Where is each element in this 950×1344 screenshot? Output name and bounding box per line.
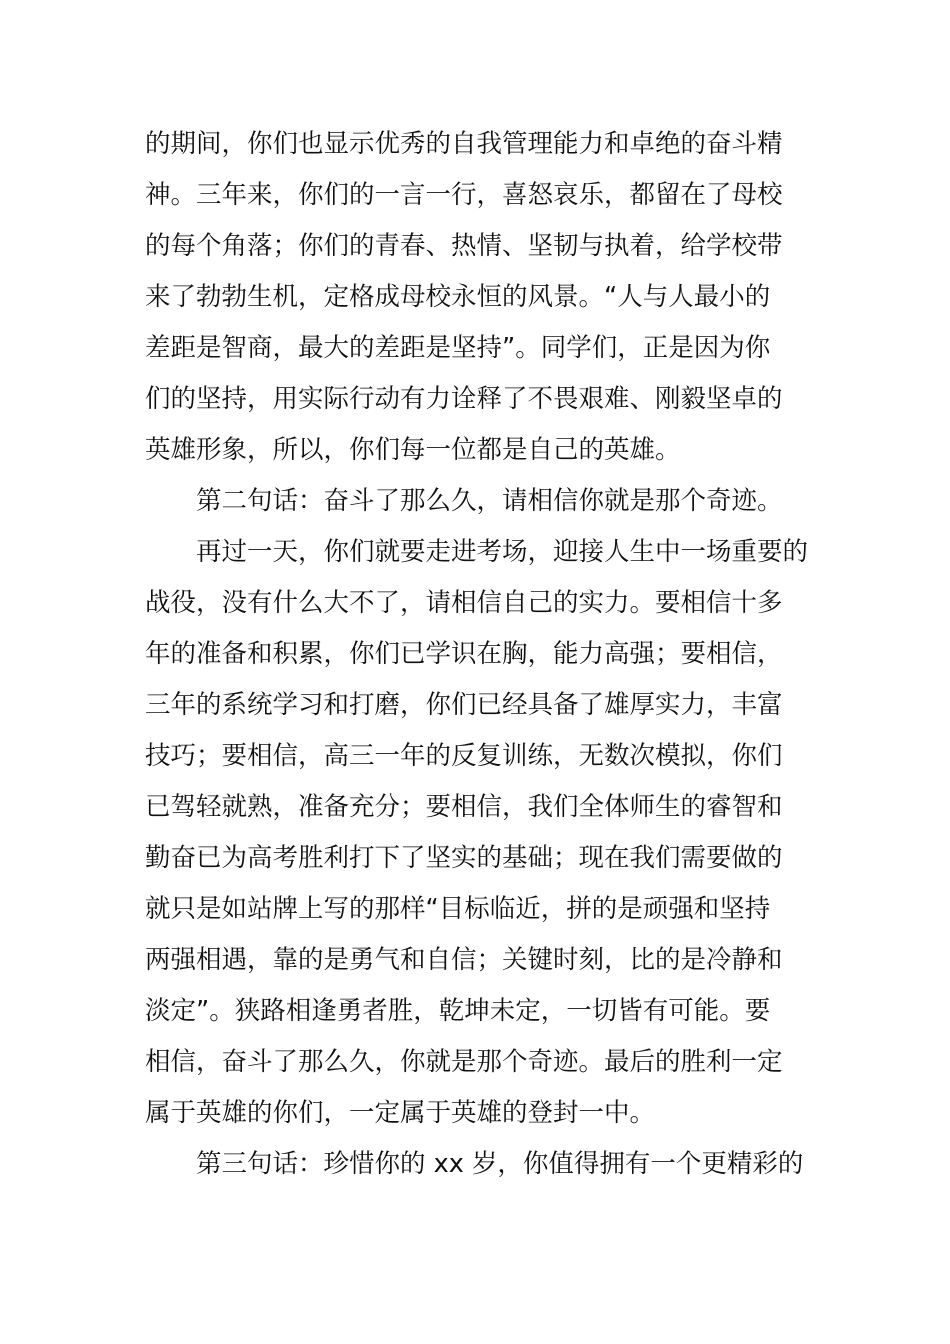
text-line: 的期间，你们也显示优秀的自我管理能力和卓绝的奋斗精 <box>145 129 783 159</box>
text-line: 两强相遇，靠的是勇气和自信；关键时刻，比的是冷静和 <box>145 945 783 975</box>
text-line: 勤奋已为高考胜利打下了坚实的基础；现在我们需要做的 <box>145 843 783 873</box>
text-line: 战役，没有什么大不了，请相信自己的实力。要相信十多 <box>145 588 783 618</box>
text-line: 的每个角落；你们的青春、热情、坚韧与执着，给学校带 <box>145 231 783 261</box>
text-line: 神。三年来，你们的一言一行，喜怒哀乐，都留在了母校 <box>145 180 783 210</box>
text-line: 就只是如站牌上写的那样“目标临近，拼的是顽强和坚持 <box>145 894 771 924</box>
text-line: 差距是智商，最大的差距是坚持”。同学们，正是因为你 <box>145 333 771 363</box>
text-line: 属于英雄的你们，一定属于英雄的登封一中。 <box>145 1098 656 1128</box>
text-line: 们的坚持，用实际行动有力诠释了不畏艰难、刚毅坚卓的 <box>145 384 783 414</box>
section-heading-line: 第二句话：奋斗了那么久，请相信你就是那个奇迹。 <box>145 486 783 516</box>
text-line: 技巧；要相信，高三一年的反复训练，无数次模拟，你们 <box>145 741 783 771</box>
text-line: 已驾轻就熟，准备充分；要相信，我们全体师生的睿智和 <box>145 792 783 822</box>
text-line: 再过一天，你们就要走进考场，迎接人生中一场重要的 <box>145 537 809 567</box>
text-line: 相信，奋斗了那么久，你就是那个奇迹。最后的胜利一定 <box>145 1047 783 1077</box>
section-heading-line: 第三句话：珍惜你的 xx 岁，你值得拥有一个更精彩的 <box>145 1149 804 1179</box>
text-line: 来了勃勃生机，定格成母校永恒的风景。“人与人最小的 <box>145 282 771 312</box>
body-text <box>145 119 815 1190</box>
text-line: 淡定”。狭路相逢勇者胜，乾坤未定，一切皆有可能。要 <box>145 996 771 1026</box>
text-line: 三年的系统学习和打磨，你们已经具备了雄厚实力，丰富 <box>145 690 783 720</box>
text-line: 英雄形象，所以，你们每一位都是自己的英雄。 <box>145 435 681 465</box>
text-line: 年的准备和积累，你们已学识在胸，能力高强；要相信， <box>145 639 783 669</box>
